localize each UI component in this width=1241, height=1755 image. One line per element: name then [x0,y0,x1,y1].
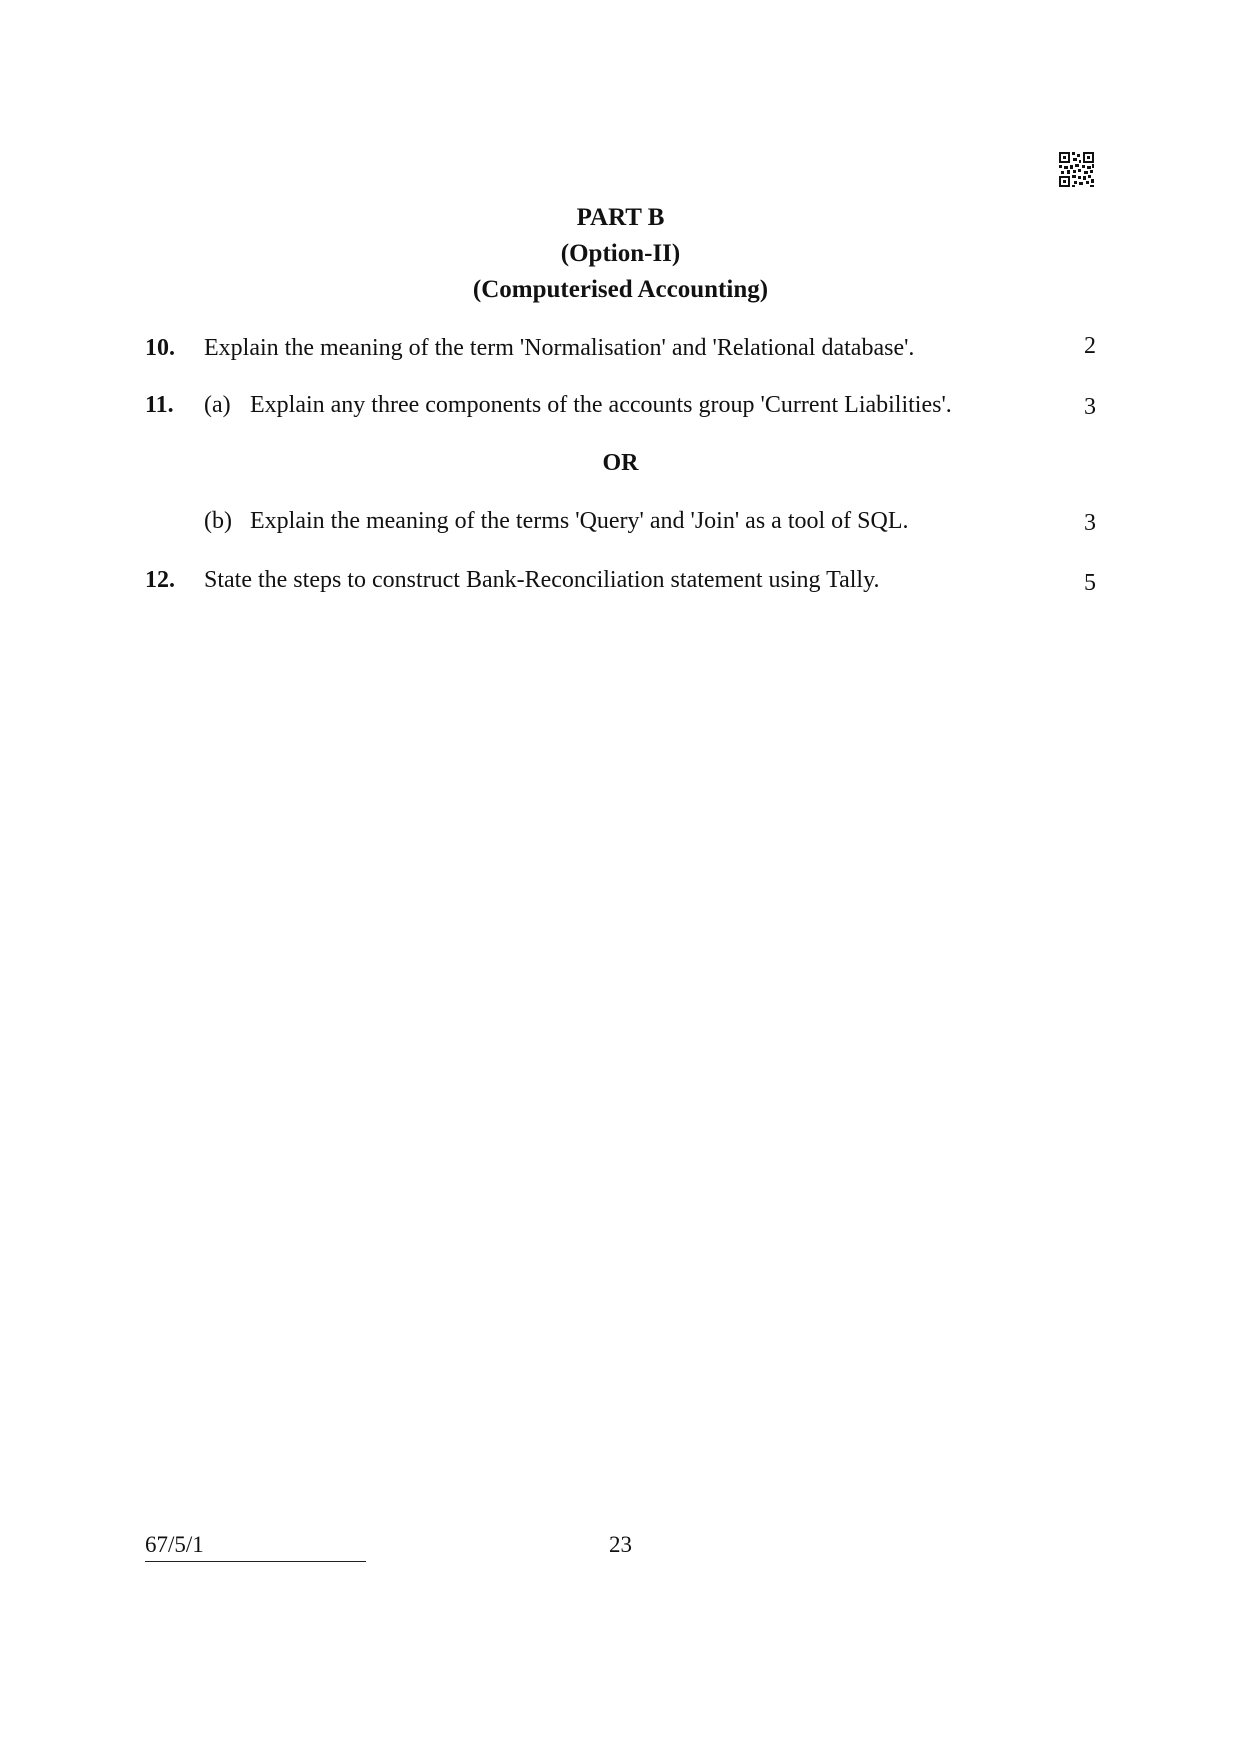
part-b-text: Explain the meaning of the terms 'Query' and 'Join' as a tool of SQL. [250,508,909,534]
page-number: 23 [609,1532,632,1557]
paper-code: 67/5/1 [145,1532,204,1557]
part-b-label: (b) [204,508,232,534]
question-text: State the steps to construct Bank-Reconciliation statement using Tally. [204,567,880,593]
question-marks: 5 [1084,570,1096,596]
part-heading: PART B [576,204,665,231]
qr-code-icon [1058,151,1095,188]
question-number: 11. [145,392,174,418]
part-b-marks: 3 [1084,510,1096,536]
question-marks: 2 [1084,333,1096,359]
part-a-label: (a) [204,392,231,418]
part-a-marks: 3 [1084,394,1096,420]
question-text: Explain the meaning of the term 'Normalisation' and 'Relational database'. [204,335,915,361]
question-number: 12. [145,567,175,593]
question-number: 10. [145,335,175,361]
or-divider: OR [602,450,639,476]
option-heading: (Option-II) [560,240,681,267]
footer-rule [145,1561,366,1562]
part-a-text: Explain any three components of the accounts group 'Current Liabilities'. [250,392,952,418]
subject-heading: (Computerised Accounting) [472,276,769,303]
